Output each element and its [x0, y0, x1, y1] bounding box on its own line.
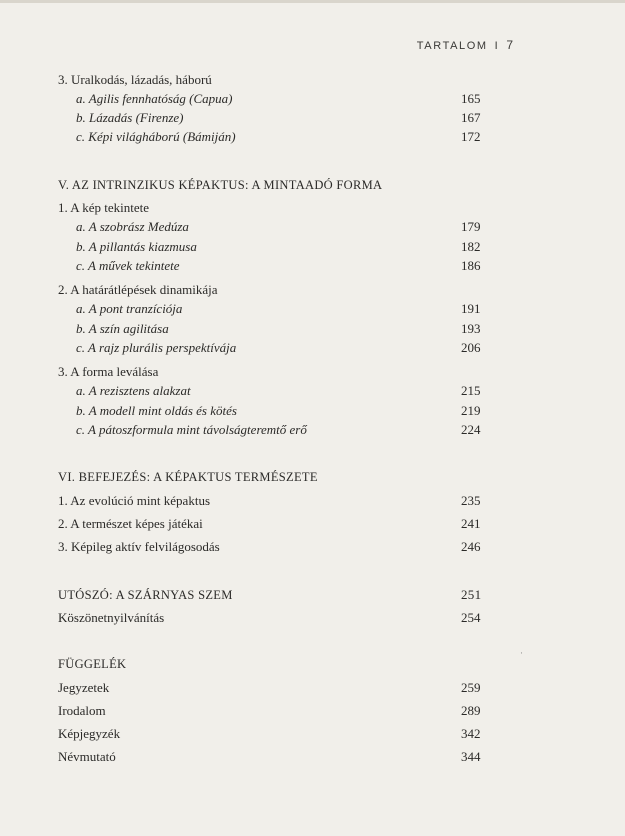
toc-entry-title: a. A pont tranzíciója	[76, 301, 183, 316]
toc-subentry	[76, 340, 481, 356]
toc-subentry	[76, 403, 481, 419]
toc-page-number: 224	[461, 422, 481, 437]
toc-entry-title: 1. A kép tekintete	[58, 200, 149, 215]
toc-subentry	[76, 383, 481, 399]
header-separator: I	[494, 40, 500, 52]
toc-entry-title: Képjegyzék	[58, 726, 121, 741]
toc-page-number: 179	[461, 219, 481, 234]
toc-page-number: 206	[461, 340, 481, 355]
toc-subentry	[76, 110, 481, 126]
toc-entry-title: b. A modell mint oldás és kötés	[76, 403, 237, 418]
toc-section-heading	[58, 656, 126, 672]
toc-entry	[58, 680, 481, 696]
toc-entry-title: a. A szobrász Medúza	[76, 219, 189, 234]
toc-entry-title: VI. BEFEJEZÉS: A KÉPAKTUS TERMÉSZETE	[58, 470, 318, 484]
toc-entry	[58, 539, 481, 555]
toc-entry-title: Jegyzetek	[58, 680, 110, 695]
toc-page-number: 289	[461, 703, 481, 718]
toc-subentry	[76, 321, 481, 337]
toc-entry-title: Köszönetnyilvánítás	[58, 610, 165, 625]
toc-entry-title: b. A pillantás kiazmusa	[76, 239, 197, 254]
toc-page-number: 342	[461, 726, 481, 741]
toc-entry-title: b. Lázadás (Firenze)	[76, 110, 184, 125]
toc-entry-title: c. A művek tekintete	[76, 258, 180, 273]
toc-entry	[58, 516, 481, 532]
toc-entry	[58, 282, 218, 298]
toc-section-heading	[58, 469, 318, 485]
toc-subentry	[76, 422, 481, 438]
toc-entry-title: c. Képi világháború (Bámiján)	[76, 129, 236, 144]
toc-section-heading	[58, 587, 482, 603]
toc-page-number: 191	[461, 301, 481, 316]
toc-entry-title: 3. Uralkodás, lázadás, háború	[58, 72, 212, 87]
toc-entry-title: 2. A határátlépések dinamikája	[58, 282, 218, 297]
toc-page-number: 235	[461, 493, 481, 508]
toc-entry-title: c. A pátoszformula mint távolságteremtő erő	[76, 422, 307, 437]
toc-entry-title: c. A rajz plurális perspektívája	[76, 340, 237, 355]
running-header	[417, 38, 513, 52]
toc-entry	[58, 749, 481, 765]
page-top-edge	[0, 0, 625, 3]
toc-entry-title: V. AZ INTRINZIKUS KÉPAKTUS: A MINTAADÓ FORMA	[58, 178, 383, 192]
toc-page-number: 193	[461, 321, 481, 336]
toc-page-number: 165	[461, 91, 481, 106]
toc-page-number: 167	[461, 110, 481, 125]
header-page-number: 7	[506, 38, 513, 52]
toc-entry-title: Irodalom	[58, 703, 106, 718]
toc-entry-title: 3. A forma leválása	[58, 364, 159, 379]
toc-subentry	[76, 129, 481, 145]
header-label: TARTALOM	[416, 40, 488, 52]
paper-speck: ·	[520, 648, 523, 658]
toc-page-number: 254	[461, 610, 481, 625]
toc-subentry	[76, 91, 481, 107]
toc-page-number: 241	[461, 516, 481, 531]
toc-entry-title: 3. Képileg aktív felvilágosodás	[58, 539, 220, 554]
toc-entry	[58, 364, 158, 380]
toc-entry-title: a. A rezisztens alakzat	[76, 383, 191, 398]
toc-entry	[58, 493, 481, 509]
toc-section-heading	[58, 177, 382, 193]
toc-subentry	[76, 239, 481, 255]
toc-entry-title: a. Agilis fennhatóság (Capua)	[76, 91, 233, 106]
toc-page-number: 251	[461, 587, 482, 602]
toc-entry	[58, 610, 481, 626]
toc-entry-title: Névmutató	[58, 749, 116, 764]
toc-page-number: 186	[461, 258, 481, 273]
toc-page-number: 172	[461, 129, 481, 144]
toc-entry	[58, 726, 481, 742]
toc-subentry	[76, 301, 481, 317]
toc-page-number: 182	[461, 239, 481, 254]
toc-entry	[58, 200, 149, 216]
toc-subentry	[76, 258, 481, 274]
toc-entry	[58, 72, 212, 88]
toc-entry-title: 2. A természet képes játékai	[58, 516, 203, 531]
toc-entry	[58, 703, 481, 719]
toc-entry-title: UTÓSZÓ: A SZÁRNYAS SZEM	[58, 588, 233, 602]
toc-entry-title: FÜGGELÉK	[58, 657, 127, 671]
toc-subentry	[76, 219, 481, 235]
toc-page-number: 215	[461, 383, 481, 398]
toc-page-number: 259	[461, 680, 481, 695]
toc-entry-title: 1. Az evolúció mint képaktus	[58, 493, 211, 508]
toc-entry-title: b. A szín agilitása	[76, 321, 169, 336]
toc-page-number: 344	[461, 749, 481, 764]
toc-page-number: 246	[461, 539, 481, 554]
toc-page-number: 219	[461, 403, 481, 418]
